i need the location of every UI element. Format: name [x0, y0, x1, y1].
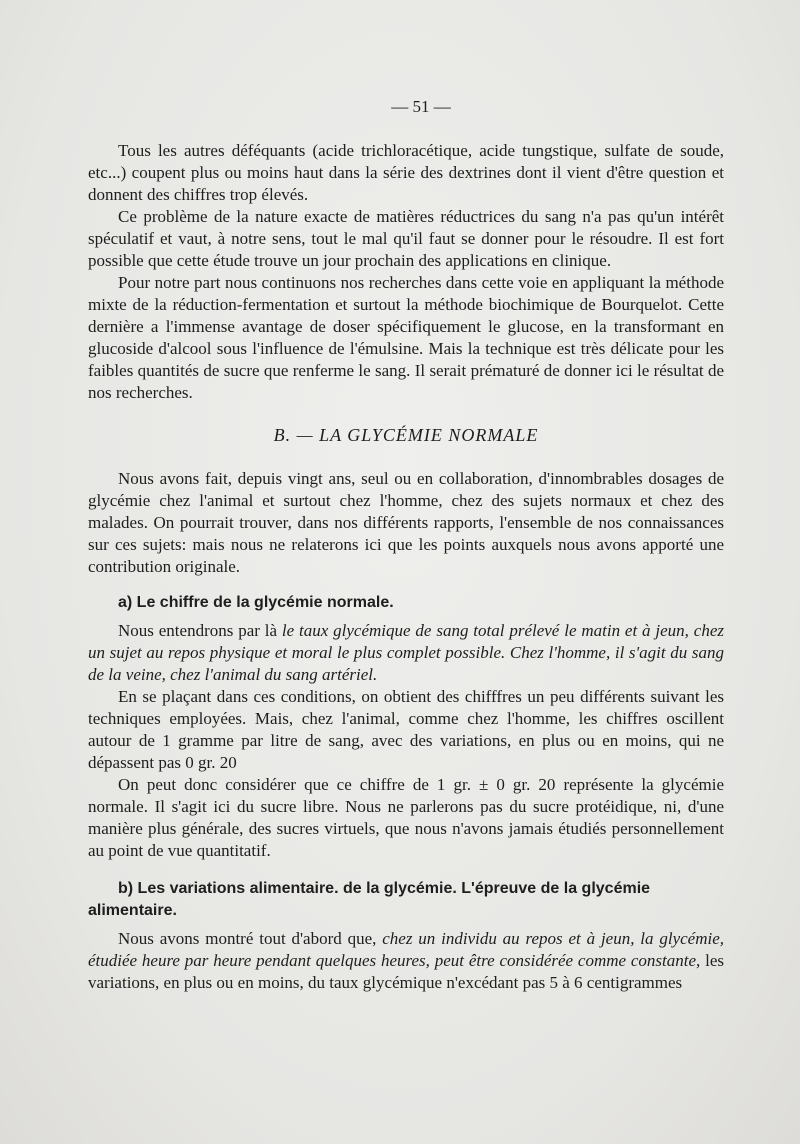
- page-number: — 51 —: [391, 97, 451, 116]
- section-title: B. — LA GLYCÉMIE NORMALE: [273, 425, 539, 445]
- paragraph-5-start: Nous entendrons par là: [118, 621, 282, 640]
- paragraph-1: Tous les autres déféquants (acide trichloracétique, acide tungstique, sulfate de soude, etc...) coupent plus ou moins haut dans la série des dextrines dont il vient d'être question et donnent des chiffres trop élevés.: [88, 141, 724, 204]
- paragraph-8-end: les variations, en plus ou en moins, du taux glycémique n'excédant pas 5 à 6 centigrammes: [88, 951, 724, 992]
- paragraph-8-start: Nous avons montré tout d'abord que,: [118, 929, 383, 948]
- subheading-a: a) Le chiffre de la glycémie normale.: [118, 594, 394, 611]
- subheading-b: b) Les variations alimentaire. de la glycémie. L'épreuve de la glycémie alimentaire.: [88, 880, 651, 919]
- paragraph-5: [88, 620, 724, 686]
- paragraph-3: Pour notre part nous continuons nos recherches dans cette voie en appliquant la méthode mixte de la réduction-fermentation et surtout la méthode biochimique de Bourquelot. Cette dernière a l'immense avantage de doser spécifiquement le glucose, en la transformant en glucoside d'alcool sous l'influence de l'émulsine. Mais la technique est très délicate pour les faibles quantités de sucre que renferme le sang. Il serait prématuré de donner ici le résultat de nos recherches.: [88, 273, 724, 402]
- paragraph-7: On peut donc considérer que ce chiffre de 1 gr. ± 0 gr. 20 représente la glycémie normale. Il s'agit ici du sucre libre. Nous ne parlerons pas du sucre protéidique, ni, d'une manière plus générale, des sucres virtuels, que nous n'avons jamais étudiés personnellement au point de vue quantitatif.: [88, 775, 724, 860]
- paragraph-8: [88, 928, 724, 994]
- paragraph-4: Nous avons fait, depuis vingt ans, seul ou en collaboration, d'innombrables dosages de glycémie chez l'animal et surtout chez l'homme, chez des sujets normaux et chez des malades. On pourrait trouver, dans nos différents rapports, l'ensemble de nos connaissances sur ces sujets: mais nous ne relaterons ici que les points auxquels nous avons apporté une contribution originale.: [88, 469, 724, 576]
- page-content: [88, 96, 724, 994]
- paragraph-2: Ce problème de la nature exacte de matières réductrices du sang n'a pas qu'un intérêt spéculatif et vaut, à notre sens, tout le mal qu'il faut se donner pour le résoudre. Il est fort possible que cette étude trouve un jour prochain des applications en clinique.: [88, 207, 724, 270]
- paragraph-5-italic: le taux glycémique de sang total prélevé le matin et à jeun, chez un sujet au repos physique et moral le plus complet possible. Chez l'homme, il s'agit du sang de la veine, chez l'animal du sang artériel.: [88, 621, 724, 684]
- paragraph-8-italic: chez un individu au repos et à jeun, la glycémie, étudiée heure par heure pendant quelques heures, peut être considérée comme constante,: [88, 929, 725, 970]
- paragraph-6: En se plaçant dans ces conditions, on obtient des chifffres un peu différents suivant les techniques employées. Mais, chez l'animal, comme chez l'homme, les chiffres oscillent autour de 1 gramme par litre de sang, avec des variations, en plus ou en moins, qui ne dépassent pas 0 gr. 20: [88, 687, 724, 772]
